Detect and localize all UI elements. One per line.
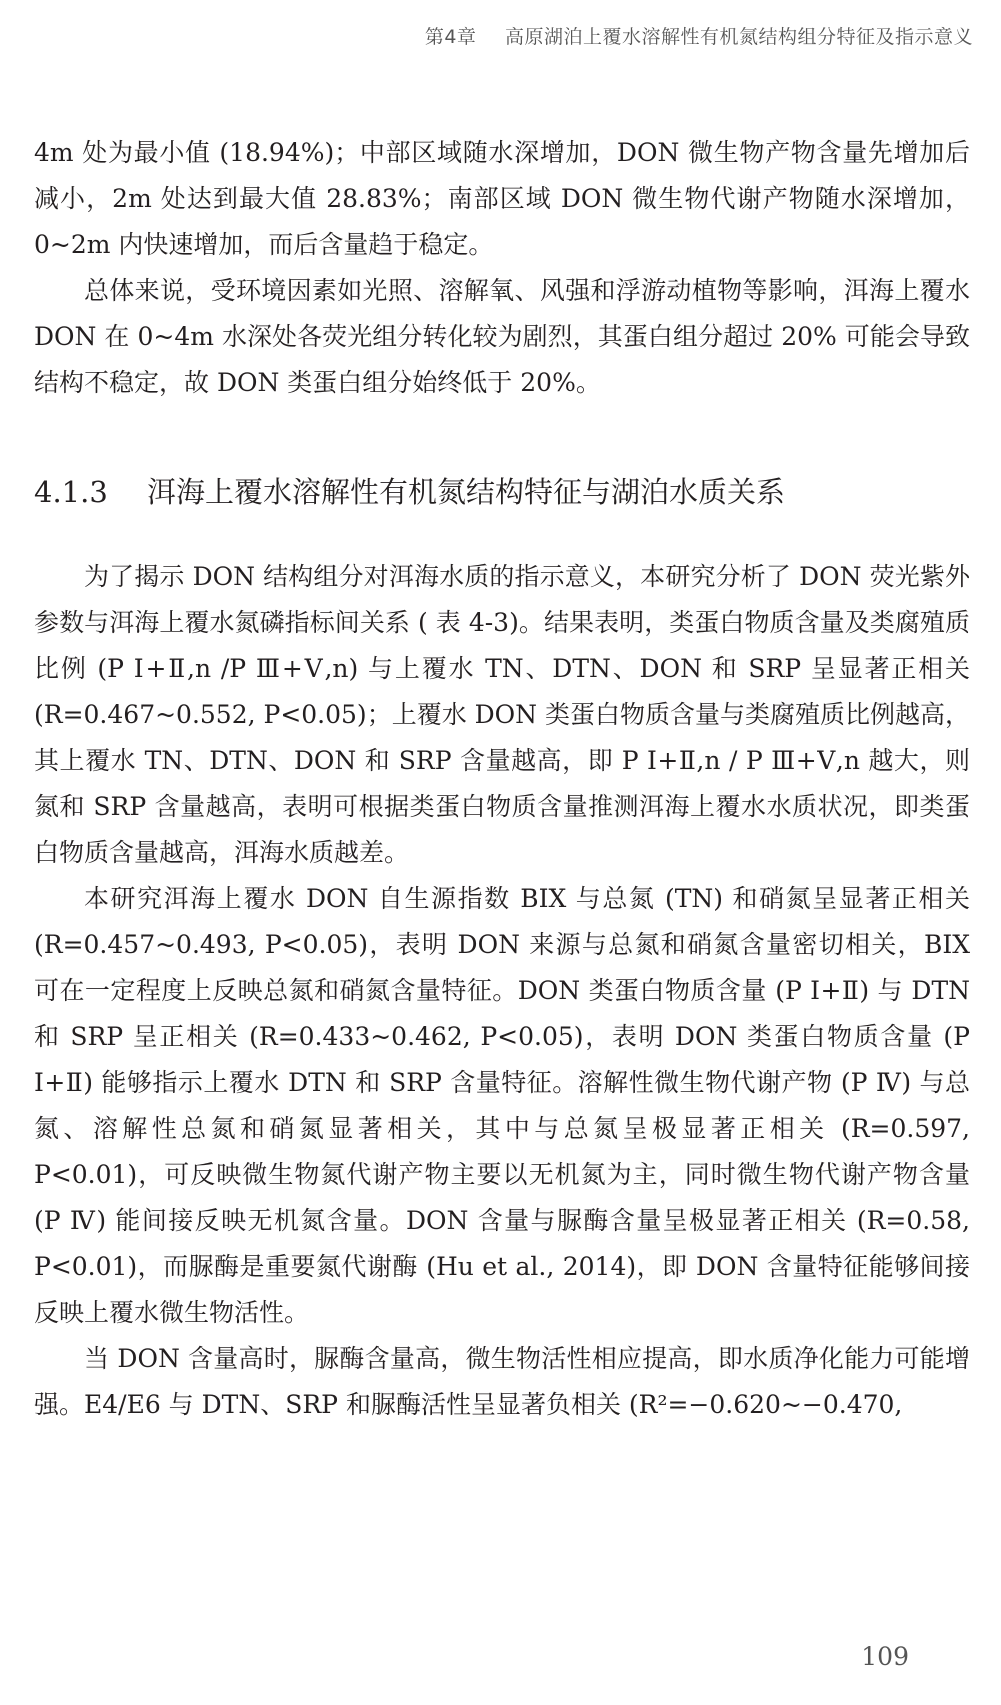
paragraph-continued: 4m 处为最小值 (18.94%)；中部区域随水深增加，DON 微生物产物含量先增加后减小，2m 处达到最大值 28.83%；南部区域 DON 微生物代谢产物随水深增加，0~2m 内快速增加，而后含量趋于稳定。	[34, 138, 970, 259]
section-heading	[34, 472, 970, 512]
page-body	[34, 130, 970, 1428]
header-title: 高原湖泊上覆水溶解性有机氮结构组分特征及指示意义	[504, 26, 973, 48]
section-title: 洱海上覆水溶解性有机氮结构特征与湖泊水质关系	[147, 475, 786, 509]
paragraph-indicator-significance: 为了揭示 DON 结构组分对洱海水质的指示意义，本研究分析了 DON 荧光紫外参数与洱海上覆水氮磷指标间关系 ( 表 4-3)。结果表明，类蛋白物质含量及类腐殖质比例 (P Ⅰ+Ⅱ,n /P Ⅲ+Ⅴ,n) 与上覆水 TN、DTN、DON 和 SRP 呈显著正相关 (R=0.467~0.552, P<0.05)；上覆水 DON 类蛋白物质含量与类腐殖质比例越高，其上覆水 TN、DTN、DON 和 SRP 含量越高，即 P Ⅰ+Ⅱ,n / P Ⅲ+Ⅴ,n 越大，则氮和 SRP 含量越高，表明可根据类蛋白物质含量推测洱海上覆水水质状况，即类蛋白物质含量越高，洱海水质越差。	[34, 562, 971, 867]
section-number: 4.1.3	[34, 475, 108, 509]
running-header	[425, 22, 973, 49]
header-chapter: 第4章	[424, 26, 477, 48]
paragraph-bix-correlation: 本研究洱海上覆水 DON 自生源指数 BIX 与总氮 (TN) 和硝氮呈显著正相关 (R=0.457~0.493, P<0.05)，表明 DON 来源与总氮和硝氮含量密切相关，BIX 可在一定程度上反映总氮和硝氮含量特征。DON 类蛋白物质含量 (P Ⅰ+Ⅱ) 与 DTN 和 SRP 呈正相关 (R=0.433~0.462, P<0.05)，表明 DON 类蛋白物质含量 (P Ⅰ+Ⅱ) 能够指示上覆水 DTN 和 SRP 含量特征。溶解性微生物代谢产物 (P Ⅳ) 与总氮、溶解性总氮和硝氮显著相关，其中与总氮呈极显著正相关 (R=0.597, P<0.01)，可反映微生物氮代谢产物主要以无机氮为主，同时微生物代谢产物含量 (P Ⅳ) 能间接反映无机氮含量。DON 含量与脲酶含量呈极显著正相关 (R=0.58, P<0.01)，而脲酶是重要氮代谢酶 (Hu et al., 2014)，即 DON 含量特征能够间接反映上覆水微生物活性。	[34, 884, 970, 1327]
page-number: 109	[861, 1642, 909, 1671]
paragraph-summary: 总体来说，受环境因素如光照、溶解氧、风强和浮游动植物等影响，洱海上覆水 DON 在 0~4m 水深处各荧光组分转化较为剧烈，其蛋白组分超过 20% 可能会导致结构不稳定，故 DON 类蛋白组分始终低于 20%。	[34, 276, 970, 397]
paragraph-don-purification: 当 DON 含量高时，脲酶含量高，微生物活性相应提高，即水质净化能力可能增强。E4/E6 与 DTN、SRP 和脲酶活性呈显著负相关 (R²=−0.620~−0.470,	[34, 1344, 970, 1419]
